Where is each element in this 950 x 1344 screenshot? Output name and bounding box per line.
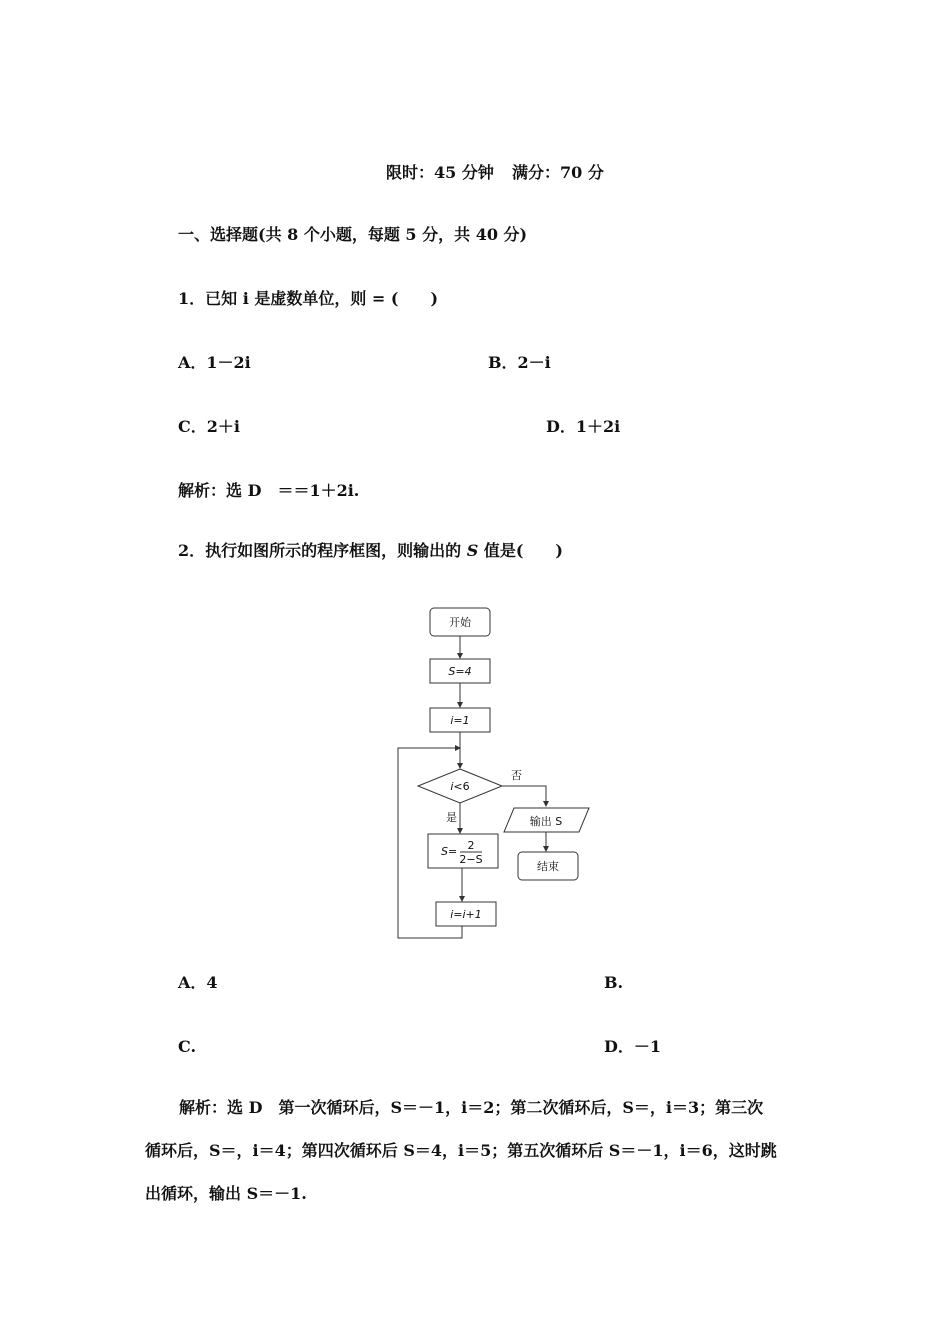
yes-label: 是	[446, 811, 457, 824]
q2-solution-line-1: 解析：选 D 第一次循环后，S＝－1，i＝2；第二次循环后，S＝，i＝3；第三次	[179, 1098, 764, 1117]
condition-label: i<6	[450, 780, 470, 793]
output-label: 输出 S	[529, 815, 563, 828]
q2-option-a: A．4	[178, 973, 218, 992]
q1-option-a: A．1－2i	[178, 353, 251, 372]
end-label: 结束	[537, 860, 559, 873]
q2-stem-variable: S	[466, 541, 479, 560]
time-limit: 限时：45 分钟	[386, 163, 494, 182]
q2-stem-prefix: 2．执行如图所示的程序框图，则输出的	[178, 541, 467, 560]
question-2-stem	[178, 541, 563, 561]
question-1-stem: 1．已知 i 是虚数单位，则 = ( )	[178, 289, 439, 308]
q2-option-b: B.	[604, 973, 624, 992]
section-title: 一、选择题(共 8 个小题，每题 5 分，共 40 分)	[178, 225, 528, 244]
q2-solution-line-3: 出循环，输出 S＝－1.	[145, 1184, 307, 1203]
q2-option-c: C.	[178, 1037, 197, 1056]
fraction-numerator: 2	[467, 839, 475, 852]
i-init-label: i=1	[450, 714, 470, 727]
q2-option-d: D．－1	[604, 1037, 662, 1056]
no-branch-line	[502, 786, 546, 806]
q1-option-d: D．1＋2i	[546, 417, 621, 436]
q1-solution: 解析：选 D ＝＝1＋2i.	[178, 481, 360, 500]
full-score: 满分：70 分	[512, 163, 604, 182]
assign-s-label: S=	[441, 845, 458, 858]
q1-option-c: C．2＋i	[178, 417, 240, 436]
fraction-denominator: 2−S	[459, 853, 483, 866]
increment-label: i=i+1	[450, 908, 482, 921]
start-label: 开始	[449, 616, 471, 629]
flowchart	[390, 600, 600, 945]
q2-solution-line-2: 循环后，S＝，i＝4；第四次循环后 S＝4，i＝5；第五次循环后 S＝－1，i＝6，这时跳	[145, 1141, 777, 1160]
s-init-label: S=4	[448, 665, 472, 678]
q1-option-b: B．2－i	[488, 353, 551, 372]
q2-stem-suffix: 值是( )	[478, 541, 563, 560]
q2-solution	[145, 1086, 805, 1215]
no-label: 否	[511, 769, 522, 782]
